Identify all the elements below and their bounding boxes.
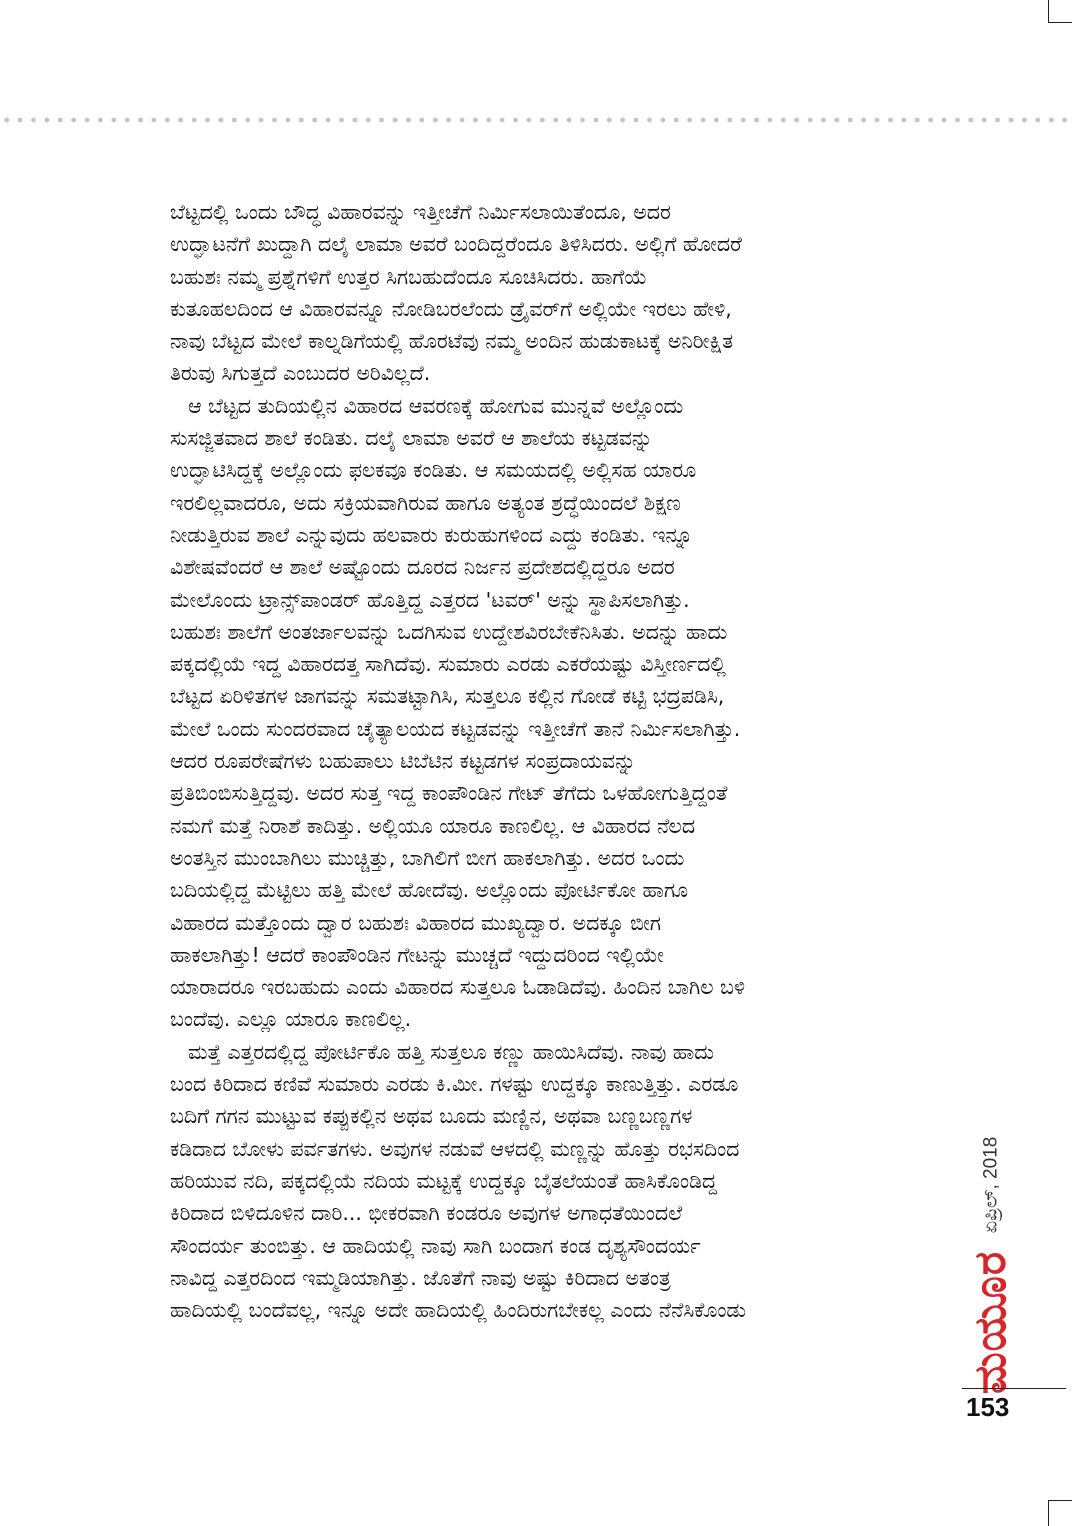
article-line: ಬಹುಶಃ ಶಾಲೆಗೆ ಅಂತರ್ಜಾಲವನ್ನು ಒದಗಿಸುವ ಉದ್ದೇಶವಿರಬೇಕೆನಿಸಿತು. ಅದನ್ನು ಹಾದು	[170, 619, 728, 644]
article-line: ಬಹುಶಃ ನಮ್ಮ ಪ್ರಶ್ನೆಗಳಿಗೆ ಉತ್ತರ ಸಿಗಬಹುದೆಂದೂ ಸೂಚಿಸಿದರು. ಹಾಗೆಯೆ	[170, 264, 648, 289]
article-line: ಬೆಟ್ಟದಲ್ಲಿ ಒಂದು ಬೌದ್ಧ ವಿಹಾರವನ್ನು ಇತ್ತೀಚೆಗೆ ನಿರ್ಮಿಸಲಾಯಿತೆಂದೂ, ಅದರ	[170, 200, 671, 224]
article-line: ಬಂದೆವು. ಎಲ್ಲೂ ಯಾರೂ ಕಾಣಲಿಲ್ಲ.	[170, 1007, 412, 1032]
article-line: ಬದಿಯಲ್ಲಿದ್ದ ಮೆಟ್ಟಿಲು ಹತ್ತಿ ಮೇಲೆ ಹೋದೆವು. ಅಲ್ಲೊಂದು ಪೋರ್ಟಿಕೋ ಹಾಗೂ	[170, 878, 689, 903]
dotted-header-rule	[0, 116, 1072, 124]
article-line: ಮತ್ತೆ ಎತ್ತರದಲ್ಲಿದ್ದ ಪೋರ್ಟಿಕೊ ಹತ್ತಿ ಸುತ್ತಲೂ ಕಣ್ಣು ಹಾಯಿಸಿದೆವು. ನಾವು ಹಾದು	[188, 1039, 714, 1064]
article-line: ಮೇಲೆ ಒಂದು ಸುಂದರವಾದ ಚೈತ್ಯಾಲಯದ ಕಟ್ಟಡವನ್ನು ಇತ್ತೀಚೆಗೆ ತಾನೆ ನಿರ್ಮಿಸಲಾಗಿತ್ತು.	[170, 716, 741, 741]
article-line: ಸೌಂದರ್ಯ ತುಂಬಿತ್ತು. ಆ ಹಾದಿಯಲ್ಲಿ ನಾವು ಸಾಗಿ ಬಂದಾಗ ಕಂಡ ದೃಶ್ಯಸೌಂದರ್ಯ	[170, 1233, 701, 1258]
article-line: ವಿಶೇಷವೆಂದರೆ ಆ ಶಾಲೆ ಅಷ್ಟೊಂದು ದೂರದ ನಿರ್ಜನ ಪ್ರದೇಶದಲ್ಲಿದ್ದರೂ ಅದರ	[170, 555, 675, 580]
article-line: ಬೆಟ್ಟದ ಏರಿಳಿತಗಳ ಜಾಗವನ್ನು ಸಮತಟ್ಟಾಗಿಸಿ, ಸುತ್ತಲೂ ಕಲ್ಲಿನ ಗೋಡೆ ಕಟ್ಟಿ ಭದ್ರಪಡಿಸಿ,	[170, 684, 725, 709]
article-line: ಬಂದ ಕಿರಿದಾದ ಕಣಿವೆ ಸುಮಾರು ಎರಡು ಕಿ.ಮೀ. ಗಳಷ್ಟು ಉದ್ದಕ್ಕೂ ಕಾಣುತ್ತಿತ್ತು. ಎರಡೂ	[170, 1072, 739, 1097]
article-line: ಆ ಬೆಟ್ಟದ ತುದಿಯಲ್ಲಿನ ವಿಹಾರದ ಆವರಣಕ್ಕೆ ಹೋಗುವ ಮುನ್ನವೆ ಅಲ್ಲೊಂದು	[188, 393, 684, 418]
article-line: ನಾವಿದ್ದ ಎತ್ತರದಿಂದ ಇಮ್ಮಡಿಯಾಗಿತ್ತು. ಜೊತೆಗೆ ನಾವು ಅಷ್ಟು ಕಿರಿದಾದ ಅತಂತ್ರ	[170, 1265, 671, 1290]
article-line: ನಾವು ಬೆಟ್ಟದ ಮೇಲೆ ಕಾಲ್ನಡಿಗೆಯಲ್ಲಿ ಹೊರಟೆವು ನಮ್ಮ ಅಂದಿನ ಹುಡುಕಾಟಕ್ಕೆ ಅನಿರೀಕ್ಷಿತ	[170, 329, 734, 354]
article-line: ಸುಸಜ್ಜಿತವಾದ ಶಾಲೆ ಕಂಡಿತು. ದಲೈ ಲಾಮಾ ಅವರೆ ಆ ಶಾಲೆಯ ಕಟ್ಟಡವನ್ನು	[170, 426, 653, 451]
page-number-rule	[962, 1388, 1066, 1389]
article-line: ಆದರ ರೂಪರೇಷೆಗಳು ಬಹುಪಾಲು ಟಿಬೆಟಿನ ಕಟ್ಟಡಗಳ ಸಂಪ್ರದಾಯವನ್ನು	[170, 749, 636, 774]
article-line: ಹಾದಿಯಲ್ಲಿ ಬಂದೆವಲ್ಲ, ಇನ್ನೂ ಅದೇ ಹಾದಿಯಲ್ಲಿ ಹಿಂದಿರುಗಬೇಕಲ್ಲ ಎಂದು ನೆನೆಸಿಕೊಂಡು	[170, 1298, 747, 1323]
article-line: ಕುತೂಹಲದಿಂದ ಆ ವಿಹಾರವನ್ನೂ ನೋಡಿಬರಲೆಂದು ಡ್ರೈವರ್‌ಗೆ ಅಲ್ಲಿಯೇ ಇರಲು ಹೇಳಿ,	[170, 296, 732, 321]
article-line: ಇರಲಿಲ್ಲವಾದರೂ, ಅದು ಸಕ್ರಿಯವಾಗಿರುವ ಹಾಗೂ ಅತ್ಯಂತ ಶ್ರದ್ಧೆಯಿಂದಲೆ ಶಿಕ್ಷಣ	[170, 490, 681, 515]
article-line: ಉದ್ಘಾಟನೆಗೆ ಖುದ್ದಾಗಿ ದಲೈ ಲಾಮಾ ಅವರೆ ಬಂದಿದ್ದರೆಂದೂ ತಿಳಿಸಿದರು. ಅಲ್ಲಿಗೆ ಹೋದರೆ	[170, 232, 742, 257]
article-line: ಪ್ರತಿಬಿಂಬಿಸುತ್ತಿದ್ದವು. ಅದರ ಸುತ್ತ ಇದ್ದ ಕಾಂಪೌಂಡಿನ ಗೇಟ್ ತೆಗೆದು ಒಳಹೋಗುತ್ತಿದ್ದಂತೆ	[170, 781, 728, 806]
article-line: ತಿರುವು ಸಿಗುತ್ತದೆ ಎಂಬುದರ ಅರಿವಿಲ್ಲದೆ.	[170, 361, 431, 386]
page-number: 153	[966, 1392, 1010, 1422]
article-line: ಯಾರಾದರೂ ಇರಬಹುದು ಎಂದು ವಿಹಾರದ ಸುತ್ತಲೂ ಓಡಾಡಿದೆವು. ಹಿಂದಿನ ಬಾಗಿಲ ಬಳಿ	[170, 975, 746, 1000]
crop-mark-top	[1048, 0, 1072, 23]
article-line: ಅಂತಸ್ತಿನ ಮುಂಬಾಗಿಲು ಮುಚ್ಚಿತ್ತು, ಬಾಗಿಲಿಗೆ ಬೀಗ ಹಾಕಲಾಗಿತ್ತು. ಅದರ ಒಂದು	[170, 845, 685, 870]
issue-date: ಏಪ್ರಿಲ್, 2018	[980, 1136, 1002, 1234]
article-line: ಕಡಿದಾದ ಬೋಳು ಪರ್ವತಗಳು. ಅವುಗಳ ನಡುವೆ ಆಳದಲ್ಲಿ ಮಣ್ಣನ್ನು ಹೊತ್ತು ರಭಸದಿಂದ	[170, 1136, 740, 1161]
article-line: ಮೇಲೊಂದು ಟ್ರಾನ್ಸ್‌ಪಾಂಡರ್ ಹೊತ್ತಿದ್ದ ಎತ್ತರದ 'ಟವರ್' ಅನ್ನು ಸ್ಥಾಪಿಸಲಾಗಿತ್ತು.	[170, 587, 690, 612]
article-line: ನೀಡುತ್ತಿರುವ ಶಾಲೆ ಎನ್ನುವುದು ಹಲವಾರು ಕುರುಹುಗಳಿಂದ ಎದ್ದು ಕಂಡಿತು. ಇನ್ನೂ	[170, 522, 693, 547]
article-line: ಬದಿಗೆ ಗಗನ ಮುಟ್ಟುವ ಕಪ್ಪುಕಲ್ಲಿನ ಅಥವ ಬೂದು ಮಣ್ಣಿನ, ಅಥವಾ ಬಣ್ಣಬಣ್ಣಗಳ	[170, 1104, 693, 1129]
article-line: ಕಿರಿದಾದ ಬಿಳಿದೂಳಿನ ದಾರಿ... ಭೀಕರವಾಗಿ ಕಂಡರೂ ಅವುಗಳ ಅಗಾಧತೆಯಿಂದಲೆ	[170, 1201, 683, 1226]
article-line: ಉದ್ಘಾಟಿಸಿದ್ದಕ್ಕೆ ಅಲ್ಲೊಂದು ಫಲಕವೂ ಕಂಡಿತು. ಆ ಸಮಯದಲ್ಲಿ ಅಲ್ಲಿಸಹ ಯಾರೂ	[170, 458, 697, 483]
article-line: ವಿಹಾರದ ಮತ್ತೊಂದು ದ್ವಾರ ಬಹುಶಃ ವಿಹಾರದ ಮುಖ್ಯದ್ವಾರ. ಅದಕ್ಕೂ ಬೀಗ	[170, 910, 661, 935]
magazine-name: ಮಯೂರ	[965, 1250, 1017, 1394]
article-line: ಪಕ್ಕದಲ್ಲಿಯೆ ಇದ್ದ ವಿಹಾರದತ್ತ ಸಾಗಿದೆವು. ಸುಮಾರು ಎರಡು ಎಕರೆಯಷ್ಟು ವಿಸ್ತೀರ್ಣದಲ್ಲಿ	[170, 652, 726, 677]
crop-mark-bottom	[1048, 1500, 1072, 1526]
article-body	[170, 196, 910, 1326]
article-line: ನಮಗೆ ಮತ್ತೆ ನಿರಾಶೆ ಕಾದಿತ್ತು. ಅಲ್ಲಿಯೂ ಯಾರೂ ಕಾಣಲಿಲ್ಲ. ಆ ವಿಹಾರದ ನೆಲದ	[170, 813, 696, 838]
article-line: ಹಾಕಲಾಗಿತ್ತು! ಆದರೆ ಕಾಂಪೌಂಡಿನ ಗೇಟನ್ನು ಮುಚ್ಚದೆ ಇದ್ದುದರಿಂದ ಇಲ್ಲಿಯೇ	[170, 942, 664, 967]
article-line: ಹರಿಯುವ ನದಿ, ಪಕ್ಕದಲ್ಲಿಯೆ ನದಿಯ ಮಟ್ಟಕ್ಕೆ ಉದ್ದಕ್ಕೂ ಬೈತಲೆಯಂತೆ ಹಾಸಿಕೊಂಡಿದ್ದ	[170, 1168, 718, 1193]
